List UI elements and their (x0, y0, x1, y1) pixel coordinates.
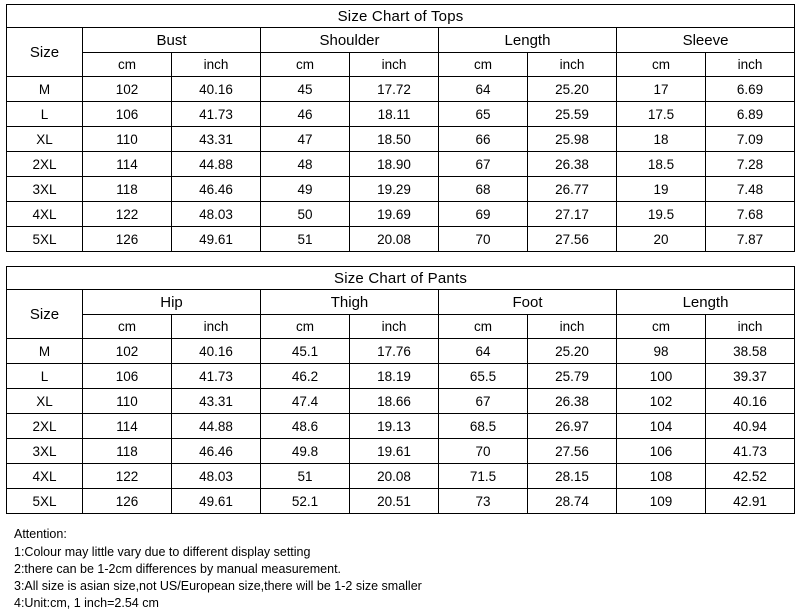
tops-cell-3-1: 44.88 (172, 152, 261, 177)
pants-cell-2-2: 47.4 (261, 389, 350, 414)
pants-cell-2-7: 40.16 (706, 389, 795, 414)
tops-cell-2-7: 7.09 (706, 127, 795, 152)
pants-size-0: M (7, 339, 83, 364)
pants-unit-5: inch (528, 315, 617, 339)
pants-cell-0-4: 64 (439, 339, 528, 364)
tops-cell-6-2: 51 (261, 227, 350, 252)
tops-cell-3-0: 114 (83, 152, 172, 177)
pants-cell-5-4: 71.5 (439, 464, 528, 489)
table-row (7, 202, 795, 227)
pants-cell-3-5: 26.97 (528, 414, 617, 439)
tops-cell-1-0: 106 (83, 102, 172, 127)
pants-cell-1-3: 18.19 (350, 364, 439, 389)
tops-cell-3-5: 26.38 (528, 152, 617, 177)
attention-line-1: 1:Colour may little vary due to different display setting (14, 545, 311, 559)
tops-cell-6-6: 20 (617, 227, 706, 252)
pants-cell-1-2: 46.2 (261, 364, 350, 389)
tops-cell-1-4: 65 (439, 102, 528, 127)
tops-unit-4: cm (439, 53, 528, 77)
tops-cell-0-1: 40.16 (172, 77, 261, 102)
pants-unit-header-row (7, 315, 795, 339)
tops-title-row (7, 5, 795, 28)
pants-size-1: L (7, 364, 83, 389)
tops-cell-0-5: 25.20 (528, 77, 617, 102)
tops-cell-5-7: 7.68 (706, 202, 795, 227)
pants-title-row (7, 267, 795, 290)
tops-cell-0-7: 6.69 (706, 77, 795, 102)
pants-cell-4-7: 41.73 (706, 439, 795, 464)
tops-cell-0-3: 17.72 (350, 77, 439, 102)
pants-unit-1: inch (172, 315, 261, 339)
tops-unit-5: inch (528, 53, 617, 77)
pants-group-hip: Hip (83, 290, 261, 315)
tops-group-header-row (7, 28, 795, 53)
pants-unit-2: cm (261, 315, 350, 339)
pants-cell-4-2: 49.8 (261, 439, 350, 464)
pants-group-length: Length (617, 290, 795, 315)
pants-cell-6-4: 73 (439, 489, 528, 514)
tops-cell-6-3: 20.08 (350, 227, 439, 252)
pants-cell-4-1: 46.46 (172, 439, 261, 464)
tops-cell-6-5: 27.56 (528, 227, 617, 252)
tops-size-chart-table (6, 4, 795, 252)
tops-cell-5-1: 48.03 (172, 202, 261, 227)
pants-size-6: 5XL (7, 489, 83, 514)
tops-cell-0-2: 45 (261, 77, 350, 102)
tops-size-header: Size (7, 28, 83, 77)
tops-group-sleeve: Sleeve (617, 28, 795, 53)
tops-size-0: M (7, 77, 83, 102)
tops-cell-2-5: 25.98 (528, 127, 617, 152)
tops-unit-1: inch (172, 53, 261, 77)
pants-cell-1-4: 65.5 (439, 364, 528, 389)
tops-cell-5-0: 122 (83, 202, 172, 227)
table-row (7, 339, 795, 364)
tops-size-2: XL (7, 127, 83, 152)
tops-unit-3: inch (350, 53, 439, 77)
tops-size-3: 2XL (7, 152, 83, 177)
tops-cell-2-6: 18 (617, 127, 706, 152)
pants-unit-4: cm (439, 315, 528, 339)
pants-cell-6-3: 20.51 (350, 489, 439, 514)
pants-cell-2-6: 102 (617, 389, 706, 414)
pants-cell-3-6: 104 (617, 414, 706, 439)
tops-cell-3-2: 48 (261, 152, 350, 177)
table-row (7, 414, 795, 439)
pants-cell-5-0: 122 (83, 464, 172, 489)
tops-cell-2-2: 47 (261, 127, 350, 152)
table-row (7, 489, 795, 514)
tops-cell-1-5: 25.59 (528, 102, 617, 127)
tops-cell-4-1: 46.46 (172, 177, 261, 202)
attention-line-4: 4:Unit:cm, 1 inch=2.54 cm (14, 596, 159, 610)
tops-cell-4-4: 68 (439, 177, 528, 202)
tops-cell-1-3: 18.11 (350, 102, 439, 127)
tops-cell-5-4: 69 (439, 202, 528, 227)
table-row (7, 389, 795, 414)
tops-cell-4-2: 49 (261, 177, 350, 202)
pants-cell-4-6: 106 (617, 439, 706, 464)
tops-cell-5-6: 19.5 (617, 202, 706, 227)
pants-cell-0-5: 25.20 (528, 339, 617, 364)
tops-cell-6-0: 126 (83, 227, 172, 252)
tops-cell-0-0: 102 (83, 77, 172, 102)
pants-group-thigh: Thigh (261, 290, 439, 315)
pants-group-header-row (7, 290, 795, 315)
pants-cell-5-2: 51 (261, 464, 350, 489)
pants-cell-3-1: 44.88 (172, 414, 261, 439)
pants-cell-4-0: 118 (83, 439, 172, 464)
tops-cell-4-0: 118 (83, 177, 172, 202)
pants-cell-2-5: 26.38 (528, 389, 617, 414)
table-row (7, 152, 795, 177)
pants-cell-1-0: 106 (83, 364, 172, 389)
tops-size-6: 5XL (7, 227, 83, 252)
pants-cell-4-4: 70 (439, 439, 528, 464)
table-spacer (6, 252, 794, 266)
tops-cell-6-4: 70 (439, 227, 528, 252)
pants-cell-3-7: 40.94 (706, 414, 795, 439)
tops-cell-2-4: 66 (439, 127, 528, 152)
tops-unit-2: cm (261, 53, 350, 77)
pants-size-3: 2XL (7, 414, 83, 439)
pants-size-header: Size (7, 290, 83, 339)
tops-size-1: L (7, 102, 83, 127)
pants-cell-1-6: 100 (617, 364, 706, 389)
tops-cell-1-7: 6.89 (706, 102, 795, 127)
tops-group-length: Length (439, 28, 617, 53)
table-row (7, 227, 795, 252)
tops-cell-3-3: 18.90 (350, 152, 439, 177)
attention-block (6, 526, 794, 612)
tops-group-bust: Bust (83, 28, 261, 53)
tops-cell-3-7: 7.28 (706, 152, 795, 177)
pants-cell-4-3: 19.61 (350, 439, 439, 464)
pants-size-chart-table (6, 266, 795, 514)
pants-group-foot: Foot (439, 290, 617, 315)
pants-cell-6-1: 49.61 (172, 489, 261, 514)
tops-cell-1-6: 17.5 (617, 102, 706, 127)
pants-cell-0-3: 17.76 (350, 339, 439, 364)
pants-cell-0-1: 40.16 (172, 339, 261, 364)
pants-unit-6: cm (617, 315, 706, 339)
pants-cell-2-0: 110 (83, 389, 172, 414)
pants-cell-5-7: 42.52 (706, 464, 795, 489)
tops-cell-4-6: 19 (617, 177, 706, 202)
attention-heading: Attention: (14, 527, 67, 541)
pants-cell-4-5: 27.56 (528, 439, 617, 464)
tops-size-4: 3XL (7, 177, 83, 202)
table-row (7, 127, 795, 152)
pants-cell-3-3: 19.13 (350, 414, 439, 439)
tops-unit-0: cm (83, 53, 172, 77)
attention-line-2: 2:there can be 1-2cm differences by manual measurement. (14, 562, 342, 576)
tops-cell-5-5: 27.17 (528, 202, 617, 227)
pants-cell-3-4: 68.5 (439, 414, 528, 439)
pants-cell-6-5: 28.74 (528, 489, 617, 514)
tops-size-5: 4XL (7, 202, 83, 227)
pants-cell-0-0: 102 (83, 339, 172, 364)
table-row (7, 177, 795, 202)
attention-line-3: 3:All size is asian size,not US/European size,there will be 1-2 size smaller (14, 579, 422, 593)
pants-unit-0: cm (83, 315, 172, 339)
pants-title: Size Chart of Pants (7, 267, 795, 290)
tops-group-shoulder: Shoulder (261, 28, 439, 53)
pants-cell-1-1: 41.73 (172, 364, 261, 389)
tops-cell-5-3: 19.69 (350, 202, 439, 227)
tops-cell-4-3: 19.29 (350, 177, 439, 202)
pants-cell-0-6: 98 (617, 339, 706, 364)
tops-cell-3-4: 67 (439, 152, 528, 177)
tops-cell-6-7: 7.87 (706, 227, 795, 252)
tops-cell-2-1: 43.31 (172, 127, 261, 152)
pants-cell-5-3: 20.08 (350, 464, 439, 489)
pants-cell-6-0: 126 (83, 489, 172, 514)
pants-unit-7: inch (706, 315, 795, 339)
pants-cell-2-3: 18.66 (350, 389, 439, 414)
tops-unit-header-row (7, 53, 795, 77)
table-row (7, 464, 795, 489)
table-row (7, 439, 795, 464)
pants-cell-2-4: 67 (439, 389, 528, 414)
pants-size-4: 3XL (7, 439, 83, 464)
tops-cell-0-4: 64 (439, 77, 528, 102)
tops-cell-3-6: 18.5 (617, 152, 706, 177)
pants-size-5: 4XL (7, 464, 83, 489)
pants-cell-6-2: 52.1 (261, 489, 350, 514)
tops-cell-1-1: 41.73 (172, 102, 261, 127)
tops-cell-2-3: 18.50 (350, 127, 439, 152)
pants-cell-2-1: 43.31 (172, 389, 261, 414)
pants-cell-1-5: 25.79 (528, 364, 617, 389)
pants-cell-0-7: 38.58 (706, 339, 795, 364)
pants-cell-3-0: 114 (83, 414, 172, 439)
tops-title: Size Chart of Tops (7, 5, 795, 28)
table-row (7, 77, 795, 102)
pants-cell-1-7: 39.37 (706, 364, 795, 389)
pants-unit-3: inch (350, 315, 439, 339)
pants-cell-3-2: 48.6 (261, 414, 350, 439)
pants-cell-5-1: 48.03 (172, 464, 261, 489)
pants-size-2: XL (7, 389, 83, 414)
tops-cell-4-7: 7.48 (706, 177, 795, 202)
tops-cell-6-1: 49.61 (172, 227, 261, 252)
tops-cell-2-0: 110 (83, 127, 172, 152)
pants-cell-5-5: 28.15 (528, 464, 617, 489)
tops-cell-5-2: 50 (261, 202, 350, 227)
table-row (7, 102, 795, 127)
tops-unit-6: cm (617, 53, 706, 77)
pants-cell-6-6: 109 (617, 489, 706, 514)
pants-cell-6-7: 42.91 (706, 489, 795, 514)
tops-unit-7: inch (706, 53, 795, 77)
table-row (7, 364, 795, 389)
tops-cell-0-6: 17 (617, 77, 706, 102)
pants-cell-5-6: 108 (617, 464, 706, 489)
tops-cell-1-2: 46 (261, 102, 350, 127)
tops-cell-4-5: 26.77 (528, 177, 617, 202)
pants-cell-0-2: 45.1 (261, 339, 350, 364)
